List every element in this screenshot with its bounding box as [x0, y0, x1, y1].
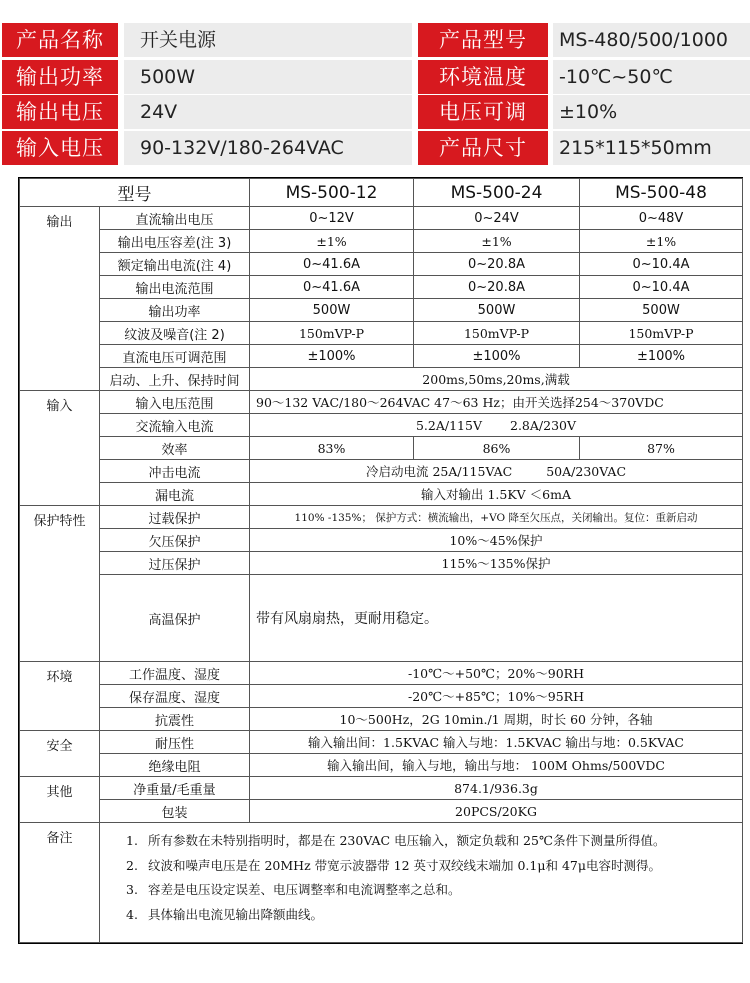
row-item: 过压保护	[100, 552, 250, 575]
row-item: 额定输出电流(注 4)	[100, 253, 250, 276]
banner-value: 90-132V/180-264VAC	[124, 131, 412, 165]
row-item: 工作温度、湿度	[100, 662, 250, 685]
row-item: 输入电压范围	[100, 391, 250, 414]
cell-value: ±100%	[580, 345, 743, 368]
table-row	[20, 322, 743, 345]
cell-value: 10%～45%保护	[250, 529, 743, 552]
cell-value: 20PCS/20KG	[250, 800, 743, 823]
category-environment: 环境	[20, 662, 100, 731]
table-row	[20, 800, 743, 823]
cell-value: 500W	[580, 299, 743, 322]
banner-label: 产品尺寸	[418, 131, 548, 165]
banner-value: MS-480/500/1000	[553, 23, 750, 57]
model-name: MS-500-24	[414, 179, 580, 207]
row-item: 直流输出电压	[100, 207, 250, 230]
banner-value: ±10%	[553, 95, 750, 129]
spec-table	[18, 177, 743, 944]
row-item: 漏电流	[100, 483, 250, 506]
category-protection: 保护特性	[20, 506, 100, 662]
table-row	[20, 230, 743, 253]
table-row	[20, 414, 743, 437]
cell-value: 500W	[414, 299, 580, 322]
banner-value: -10℃~50℃	[553, 60, 750, 94]
table-row	[20, 253, 743, 276]
cell-value: -20℃～+85℃；10%～95RH	[250, 685, 743, 708]
table-row	[20, 483, 743, 506]
cell-value: 150mVP-P	[414, 322, 580, 345]
cell-value: 10～500Hz，2G 10min./1 周期，时长 60 分钟，各轴	[250, 708, 743, 731]
cell-value: 83%	[250, 437, 414, 460]
row-item: 高温保护	[100, 575, 250, 662]
cell-value: 输入输出间，输入与地，输出与地： 100M Ohms/500VDC	[250, 754, 743, 777]
banner-label: 环境温度	[418, 60, 548, 94]
spec-summary-banner	[0, 0, 750, 170]
note-text: 纹波和噪声电压是在 20MHz 带宽示波器带 12 英寸双绞线末端加 0.1μ和 47μ电容时测得。	[148, 857, 661, 873]
category-other: 其他	[20, 777, 100, 823]
banner-value: 开关电源	[124, 23, 412, 57]
banner-label: 产品名称	[2, 23, 118, 57]
category-input: 输入	[20, 391, 100, 506]
cell-value: 90～132 VAC/180～264VAC 47～63 Hz；由开关选择254～370VDC	[250, 391, 743, 414]
banner-label: 电压可调	[418, 95, 548, 129]
banner-row	[0, 60, 750, 94]
cell-value: 0~20.8A	[414, 276, 580, 299]
table-row	[20, 777, 743, 800]
table-row	[20, 662, 743, 685]
table-row	[20, 754, 743, 777]
cell-value: 874.1/936.3g	[250, 777, 743, 800]
note-line	[126, 829, 742, 854]
banner-row	[0, 95, 750, 129]
cell-value: 0~41.6A	[250, 276, 414, 299]
note-number: 3.	[126, 882, 138, 897]
table-row	[20, 575, 743, 662]
cell-value: 0~10.4A	[580, 276, 743, 299]
cell-value: 0~24V	[414, 207, 580, 230]
row-item: 交流输入电流	[100, 414, 250, 437]
cell-value	[250, 414, 743, 437]
model-name: MS-500-12	[250, 179, 414, 207]
row-item: 效率	[100, 437, 250, 460]
banner-label: 输出功率	[2, 60, 118, 94]
note-text: 具体输出电流见输出降额曲线。	[148, 906, 324, 922]
table-row	[20, 437, 743, 460]
row-item: 纹波及噪音(注 2)	[100, 322, 250, 345]
table-row	[20, 506, 743, 529]
note-number: 1.	[126, 833, 138, 848]
note-text: 容差是电压设定误差、电压调整率和电流调整率之总和。	[148, 882, 461, 897]
cell-value: ±1%	[250, 230, 414, 253]
cell-value: 86%	[414, 437, 580, 460]
cell-value: 110% -135%； 保护方式：横流输出，+VO 降至欠压点，关闭输出。复位：重新启动	[250, 506, 743, 529]
model-label: 型号	[20, 179, 250, 207]
table-row	[20, 345, 743, 368]
note-number: 2.	[126, 857, 138, 873]
table-row	[20, 552, 743, 575]
cell-value: ±1%	[414, 230, 580, 253]
note-line	[126, 878, 742, 903]
table-row	[20, 708, 743, 731]
row-item: 欠压保护	[100, 529, 250, 552]
table-row	[20, 460, 743, 483]
row-item: 启动、上升、保持时间	[100, 368, 250, 391]
banner-label: 产品型号	[418, 23, 548, 57]
table-row	[20, 529, 743, 552]
note-line	[126, 903, 742, 928]
row-item: 冲击电流	[100, 460, 250, 483]
cell-value	[250, 460, 743, 483]
cell-value: ±100%	[250, 345, 414, 368]
category-safety: 安全	[20, 731, 100, 777]
row-item: 输出功率	[100, 299, 250, 322]
note-text: 所有参数在未特别指明时，都是在 230VAC 电压输入，额定负载和 25℃条件下测量所得值。	[148, 833, 666, 848]
note-number: 4.	[126, 906, 138, 922]
model-name: MS-500-48	[580, 179, 743, 207]
cell-value: 带有风扇扇热，更耐用稳定。	[250, 575, 743, 662]
table-row	[20, 299, 743, 322]
row-item: 绝缘电阻	[100, 754, 250, 777]
ac-current-230: 2.8A/230V	[510, 417, 577, 433]
row-item: 输出电流范围	[100, 276, 250, 299]
row-item: 包装	[100, 800, 250, 823]
cell-value: ±100%	[414, 345, 580, 368]
banner-label: 输入电压	[2, 131, 118, 165]
cell-value: 0~48V	[580, 207, 743, 230]
banner-value: 500W	[124, 60, 412, 94]
banner-value: 24V	[124, 95, 412, 129]
row-item: 输出电压容差(注 3)	[100, 230, 250, 253]
remarks-notes	[100, 823, 743, 943]
cell-value: ±1%	[580, 230, 743, 253]
row-item: 直流电压可调范围	[100, 345, 250, 368]
cell-value: 0~12V	[250, 207, 414, 230]
cell-value: 0~10.4A	[580, 253, 743, 276]
row-item: 过载保护	[100, 506, 250, 529]
cell-value: 150mVP-P	[580, 322, 743, 345]
row-item: 保存温度、湿度	[100, 685, 250, 708]
table-row	[20, 391, 743, 414]
cell-value: 0~20.8A	[414, 253, 580, 276]
table-row	[20, 685, 743, 708]
banner-label: 输出电压	[2, 95, 118, 129]
row-item: 耐压性	[100, 731, 250, 754]
table-row	[20, 207, 743, 230]
banner-row	[0, 23, 750, 57]
cell-value: 115%～135%保护	[250, 552, 743, 575]
table-row	[20, 731, 743, 754]
inrush-115: 冷启动电流 25A/115VAC	[365, 464, 513, 479]
table-row	[20, 368, 743, 391]
row-item: 抗震性	[100, 708, 250, 731]
banner-value: 215*115*50mm	[553, 131, 750, 165]
inrush-230: 50A/230VAC	[546, 464, 627, 479]
cell-value: 输入输出间：1.5KVAC 输入与地：1.5KVAC 输出与地：0.5KVAC	[250, 731, 743, 754]
note-line	[126, 854, 742, 879]
cell-value: 500W	[250, 299, 414, 322]
ac-current-115: 5.2A/115V	[415, 417, 482, 433]
cell-value: 200ms,50ms,20ms,满载	[250, 368, 743, 391]
cell-value: 0~41.6A	[250, 253, 414, 276]
banner-row	[0, 131, 750, 165]
cell-value: 87%	[580, 437, 743, 460]
cell-value: 150mVP-P	[250, 322, 414, 345]
cell-value: -10℃～+50℃；20%～90RH	[250, 662, 743, 685]
table-row	[20, 276, 743, 299]
category-remarks: 备注	[20, 823, 100, 943]
table-header-row	[20, 179, 743, 207]
cell-value: 输入对输出 1.5KV ＜6mA	[250, 483, 743, 506]
row-item: 净重量/毛重量	[100, 777, 250, 800]
table-row	[20, 823, 743, 943]
category-output: 输出	[20, 207, 100, 391]
